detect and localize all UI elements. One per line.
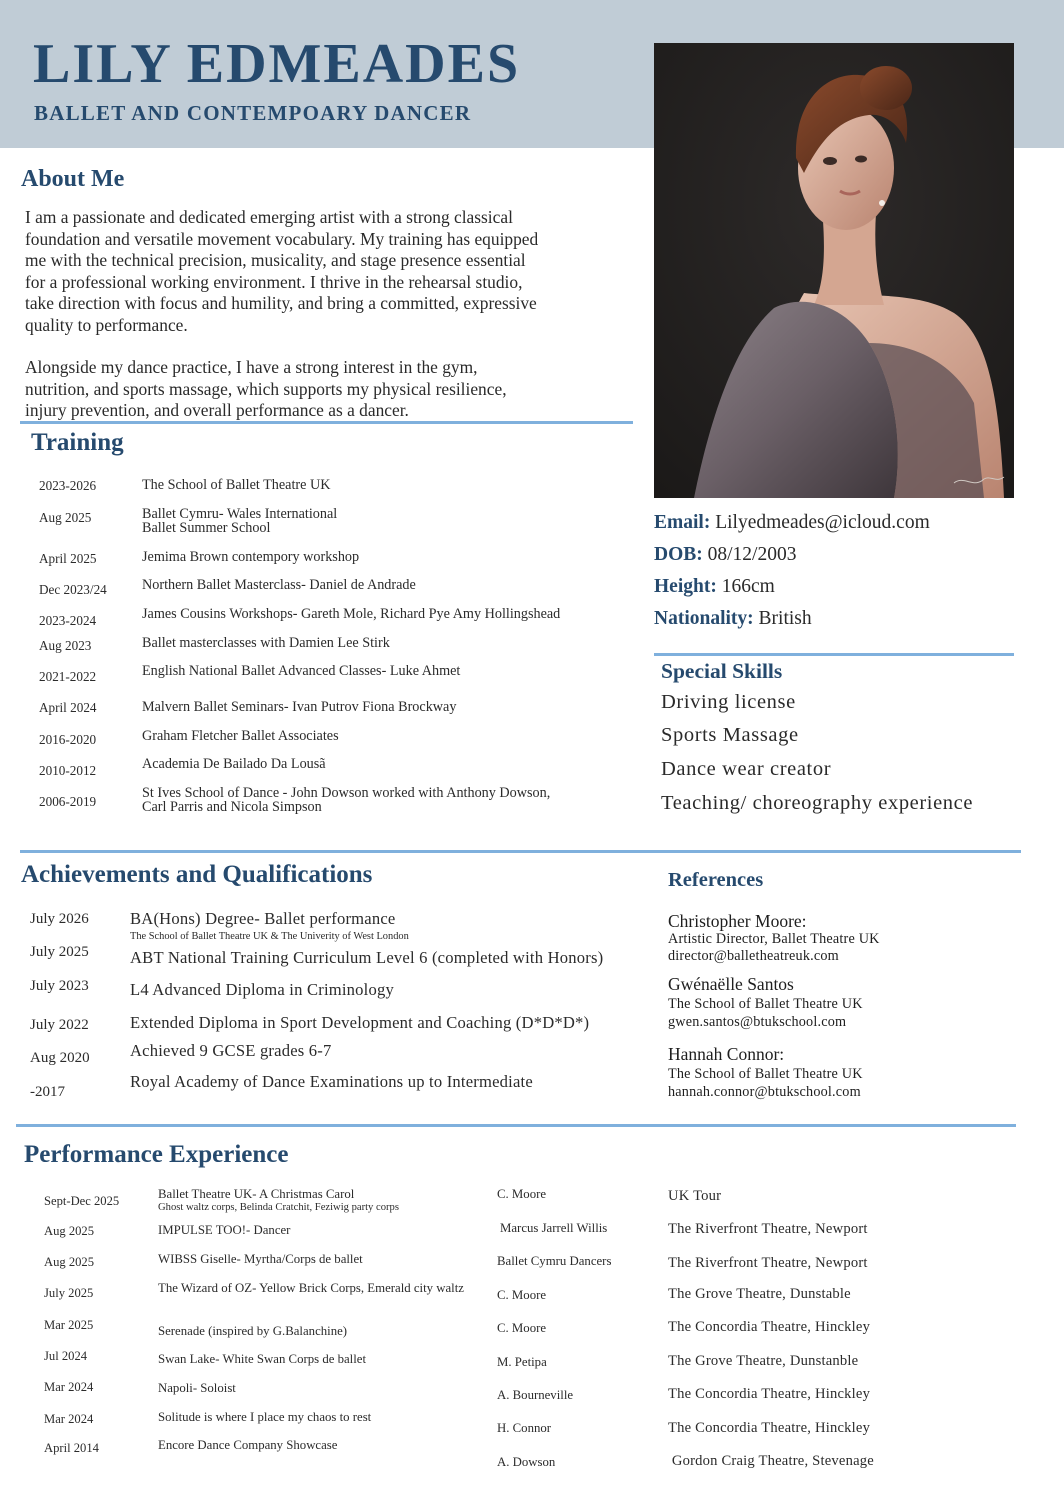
about-line: quality to performance. xyxy=(25,314,188,335)
training-desc: Academia De Bailado Da Lousã xyxy=(142,756,326,772)
email-value: Lilyedmeades@icloud.com xyxy=(715,512,930,533)
performance-venue: The Riverfront Theatre, Newport xyxy=(668,1255,868,1271)
reference-email[interactable]: hannah.connor@btukschool.com xyxy=(668,1084,861,1100)
achievement-desc: Achieved 9 GCSE grades 6-7 xyxy=(130,1041,332,1060)
references-heading: References xyxy=(668,869,764,891)
reference-name: Gwénaëlle Santos xyxy=(668,974,794,994)
email-label: Email: xyxy=(654,512,711,533)
dob-label: DOB: xyxy=(654,544,703,565)
performance-date: Mar 2025 xyxy=(44,1318,94,1332)
performance-heading: Performance Experience xyxy=(24,1141,289,1168)
skill-item: Teaching/ choreography experience xyxy=(661,792,974,814)
achievement-date: July 2026 xyxy=(30,911,89,927)
divider xyxy=(654,653,1014,656)
performance-venue: The Concordia Theatre, Hinckley xyxy=(668,1420,871,1436)
contact-nationality xyxy=(654,608,812,630)
performance-show: IMPULSE TOO!- Dancer xyxy=(158,1223,291,1237)
achievements-heading: Achievements and Qualifications xyxy=(21,861,373,888)
training-desc: James Cousins Workshops- Gareth Mole, Richard Pye Amy Hollingshead xyxy=(142,606,561,622)
nationality-label: Nationality: xyxy=(654,608,754,629)
reference-role: The School of Ballet Theatre UK xyxy=(668,996,863,1012)
performance-choreographer: A. Dowson xyxy=(497,1455,556,1469)
training-date: 2023-2026 xyxy=(39,478,97,493)
divider xyxy=(16,1124,1016,1127)
achievement-date: Aug 2020 xyxy=(30,1050,90,1066)
performance-choreographer: C. Moore xyxy=(497,1288,547,1302)
reference-name: Christopher Moore: xyxy=(668,911,807,931)
reference-name: Hannah Connor: xyxy=(668,1044,785,1064)
training-date: 2010-2012 xyxy=(39,763,97,778)
achievement-desc: L4 Advanced Diploma in Criminology xyxy=(130,980,394,999)
training-desc: St Ives School of Dance - John Dowson worked with Anthony Dowson, xyxy=(142,785,551,801)
about-line: foundation and versatile movement vocabulary. My training has equipped xyxy=(25,228,539,249)
achievement-sub: The School of Ballet Theatre UK & The Univerity of West London xyxy=(130,931,409,942)
achievement-desc: Extended Diploma in Sport Development and Coaching (D*D*D*) xyxy=(130,1013,590,1032)
training-date: 2006-2019 xyxy=(39,794,97,809)
training-desc: Carl Parris and Nicola Simpson xyxy=(142,799,322,815)
about-line: Alongside my dance practice, I have a strong interest in the gym, xyxy=(25,357,478,377)
about-line: for a professional working environment. I thrive in the rehearsal studio, xyxy=(25,271,523,292)
training-date: Aug 2023 xyxy=(39,638,92,653)
page-title: LILY EDMEADES xyxy=(33,33,521,95)
performance-venue: The Concordia Theatre, Hinckley xyxy=(668,1319,871,1335)
performance-date: April 2014 xyxy=(44,1441,99,1455)
performance-date: Aug 2025 xyxy=(44,1224,95,1238)
page-subtitle: BALLET AND CONTEMPOARY DANCER xyxy=(34,101,472,125)
training-desc: Ballet masterclasses with Damien Lee Stirk xyxy=(142,635,390,651)
achievement-date: July 2025 xyxy=(30,944,89,960)
portrait-photo xyxy=(654,43,1014,498)
training-date: 2021-2022 xyxy=(39,669,97,684)
training-desc: The School of Ballet Theatre UK xyxy=(142,477,331,493)
training-desc: English National Ballet Advanced Classes- Luke Ahmet xyxy=(142,663,461,679)
reference-role: Artistic Director, Ballet Theatre UK xyxy=(668,931,880,947)
performance-venue: Gordon Craig Theatre, Stevenage xyxy=(668,1453,874,1469)
performance-choreographer: A. Bourneville xyxy=(497,1388,574,1402)
achievement-desc: ABT National Training Curriculum Level 6 (completed with Honors) xyxy=(130,948,604,967)
contact-email xyxy=(654,512,930,534)
performance-venue: The Concordia Theatre, Hinckley xyxy=(668,1386,871,1402)
performance-venue: The Grove Theatre, Dunstanble xyxy=(668,1353,859,1369)
performance-venue: The Grove Theatre, Dunstable xyxy=(668,1286,851,1302)
about-line: me with the technical precision, musicality, and stage presence essential xyxy=(25,250,526,270)
training-desc: Ballet Summer School xyxy=(142,520,271,536)
performance-show: The Wizard of OZ- Yellow Brick Corps, Emerald city waltz xyxy=(158,1281,464,1295)
divider xyxy=(20,421,633,424)
training-date: 2016-2020 xyxy=(39,732,97,747)
performance-date: Aug 2025 xyxy=(44,1255,95,1269)
performance-show: Ballet Theatre UK- A Christmas Carol xyxy=(158,1187,355,1201)
training-desc: Graham Fletcher Ballet Associates xyxy=(142,728,339,744)
divider xyxy=(20,850,1021,853)
about-line: I am a passionate and dedicated emerging artist with a strong classical xyxy=(25,207,513,227)
contact-dob xyxy=(654,544,796,566)
performance-show: Serenade (inspired by G.Balanchine) xyxy=(158,1324,348,1338)
skill-item: Driving license xyxy=(661,691,796,713)
training-date: 2023-2024 xyxy=(39,613,97,628)
performance-choreographer: Marcus Jarrell Willis xyxy=(500,1221,608,1235)
training-date: Dec 2023/24 xyxy=(39,582,107,597)
performance-choreographer: C. Moore xyxy=(497,1187,547,1201)
performance-date: July 2025 xyxy=(44,1286,94,1300)
performance-show: Encore Dance Company Showcase xyxy=(158,1438,338,1452)
skills-heading: Special Skills xyxy=(661,659,783,683)
performance-role: Ghost waltz corps, Belinda Cratchit, Feziwig party corps xyxy=(158,1202,399,1213)
about-line: take direction with focus and humility, and bring a committed, expressive xyxy=(25,293,537,313)
performance-choreographer: M. Petipa xyxy=(497,1355,547,1369)
performance-date: Mar 2024 xyxy=(44,1380,94,1394)
training-desc: Jemima Brown contempory workshop xyxy=(142,549,360,565)
height-value: 166cm xyxy=(721,576,775,597)
about-line: nutrition, and sports massage, which supports my physical resilience, xyxy=(25,378,507,399)
performance-show: WIBSS Giselle- Myrtha/Corps de ballet xyxy=(158,1252,363,1266)
performance-choreographer: H. Connor xyxy=(497,1421,552,1435)
training-date: April 2025 xyxy=(39,551,97,566)
skill-item: Sports Massage xyxy=(661,724,799,746)
reference-email[interactable]: director@balletheatreuk.com xyxy=(668,948,839,964)
performance-date: Jul 2024 xyxy=(44,1349,88,1363)
performance-show: Solitude is where I place my chaos to rest xyxy=(158,1410,372,1424)
performance-venue: UK Tour xyxy=(668,1188,722,1204)
performance-choreographer: C. Moore xyxy=(497,1321,547,1335)
achievement-date: -2017 xyxy=(30,1084,65,1100)
nationality-value: British xyxy=(758,608,812,629)
performance-date: Sept-Dec 2025 xyxy=(44,1194,120,1208)
training-date: Aug 2025 xyxy=(39,510,92,525)
reference-role: The School of Ballet Theatre UK xyxy=(668,1066,863,1082)
achievement-desc: BA(Hons) Degree- Ballet performance xyxy=(130,909,396,928)
performance-show: Swan Lake- White Swan Corps de ballet xyxy=(158,1352,367,1366)
about-paragraph-1 xyxy=(25,207,645,336)
height-label: Height: xyxy=(654,576,717,597)
portrait-illustration xyxy=(654,43,1014,498)
contact-height xyxy=(654,576,775,598)
about-line: injury prevention, and overall performance as a dancer. xyxy=(25,400,409,420)
performance-date: Mar 2024 xyxy=(44,1412,94,1426)
about-paragraph-2 xyxy=(25,357,645,422)
performance-show: Napoli- Soloist xyxy=(158,1381,236,1395)
achievement-date: July 2022 xyxy=(30,1017,89,1033)
about-heading: About Me xyxy=(21,166,125,192)
training-heading: Training xyxy=(31,429,124,456)
skill-item: Dance wear creator xyxy=(661,758,832,780)
training-desc: Ballet Cymru- Wales International xyxy=(142,506,338,522)
achievement-date: July 2023 xyxy=(30,978,89,994)
training-desc: Malvern Ballet Seminars- Ivan Putrov Fiona Brockway xyxy=(142,699,457,715)
dob-value: 08/12/2003 xyxy=(707,544,797,565)
reference-email[interactable]: gwen.santos@btukschool.com xyxy=(668,1014,847,1030)
training-desc: Northern Ballet Masterclass- Daniel de Andrade xyxy=(142,577,416,593)
performance-venue: The Riverfront Theatre, Newport xyxy=(668,1221,868,1237)
achievement-desc: Royal Academy of Dance Examinations up to Intermediate xyxy=(130,1072,533,1091)
training-date: April 2024 xyxy=(39,700,97,715)
performance-choreographer: Ballet Cymru Dancers xyxy=(497,1254,612,1268)
